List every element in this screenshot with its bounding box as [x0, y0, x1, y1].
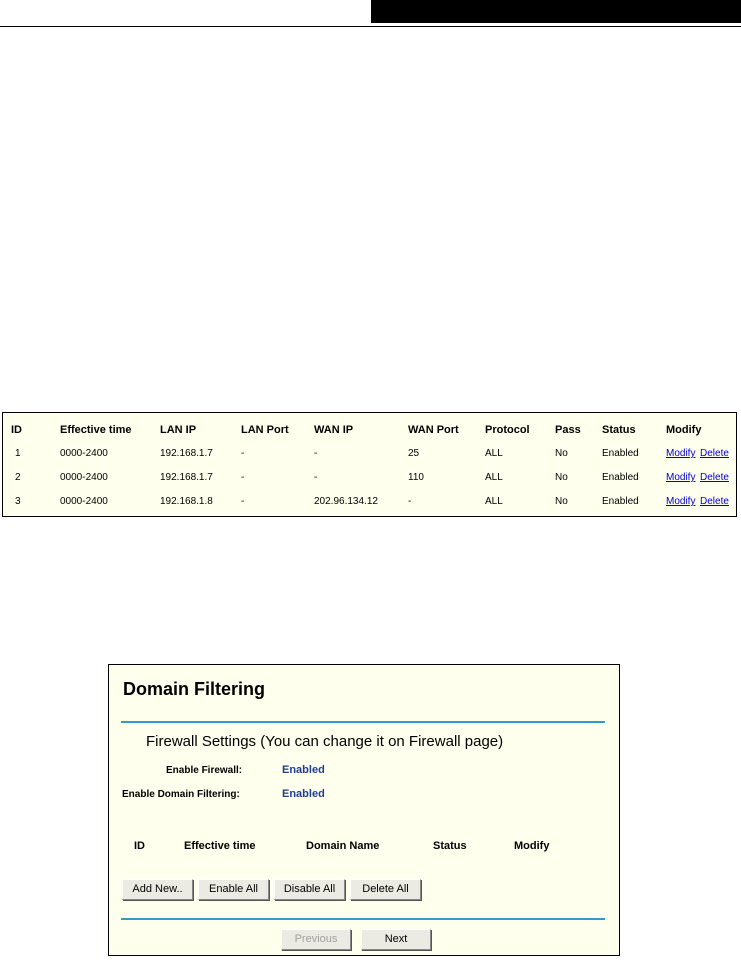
- enable-domain-filtering-label: Enable Domain Filtering:: [122, 789, 240, 800]
- row-3-delete-link[interactable]: Delete: [700, 496, 729, 507]
- row-2-status: Enabled: [602, 472, 639, 483]
- col-header-wan-port: WAN Port: [408, 424, 459, 436]
- col-header-lan-port: LAN Port: [241, 424, 289, 436]
- col-header-lan-ip: LAN IP: [160, 424, 197, 436]
- rules-table: [2, 412, 737, 517]
- col-header-effective-time: Effective time: [60, 424, 132, 436]
- row-3-pass: No: [555, 496, 568, 507]
- row-2-wan-ip: -: [314, 472, 318, 483]
- row-2-pass: No: [555, 472, 568, 483]
- row-1-wan-port: 25: [408, 448, 420, 459]
- row-1-id: 1: [15, 448, 21, 459]
- row-2-lan-ip: 192.168.1.7: [160, 472, 213, 483]
- panel-bottom-divider: [121, 918, 605, 920]
- row-2-modify-link[interactable]: Modify: [666, 472, 696, 483]
- panel-top-divider: [121, 721, 605, 723]
- row-2-wan-port: 110: [408, 472, 424, 483]
- row-3-wan-ip: 202.96.134.12: [314, 496, 378, 507]
- row-3-modify-link[interactable]: Modify: [666, 496, 696, 507]
- row-3-id: 3: [15, 496, 21, 507]
- col-header-pass: Pass: [555, 424, 581, 436]
- row-1-delete-link[interactable]: Delete: [700, 448, 729, 459]
- delete-all-button[interactable]: Delete All: [350, 879, 421, 900]
- row-2-lan-port: -: [241, 472, 245, 483]
- row-1-time: 0000-2400: [60, 448, 108, 459]
- row-3-wan-port: -: [408, 496, 412, 507]
- add-new-button[interactable]: Add New..: [122, 879, 193, 900]
- row-3-status: Enabled: [602, 496, 639, 507]
- row-1-status: Enabled: [602, 448, 639, 459]
- row-1-lan-ip: 192.168.1.7: [160, 448, 213, 459]
- enable-domain-filtering-value: Enabled: [282, 788, 325, 800]
- disable-all-button[interactable]: Disable All: [274, 879, 345, 900]
- row-1-modify-link[interactable]: Modify: [666, 448, 696, 459]
- page-header-rule: [0, 26, 741, 27]
- firewall-settings-heading: Firewall Settings (You can change it on Firewall page): [146, 733, 504, 750]
- previous-button[interactable]: Previous: [281, 929, 351, 950]
- domain-col-domain-name: Domain Name: [306, 840, 380, 852]
- row-1-wan-ip: -: [314, 448, 318, 459]
- enable-firewall-value: Enabled: [282, 764, 325, 776]
- page-header-bar: [371, 0, 741, 23]
- row-3-lan-ip: 192.168.1.8: [160, 496, 213, 507]
- row-3-lan-port: -: [241, 496, 245, 507]
- col-header-protocol: Protocol: [485, 424, 530, 436]
- row-1-protocol: ALL: [485, 448, 503, 459]
- enable-all-button[interactable]: Enable All: [198, 879, 269, 900]
- panel-title: Domain Filtering: [123, 679, 266, 699]
- row-2-id: 2: [15, 472, 21, 483]
- domain-col-modify: Modify: [514, 840, 550, 852]
- domain-filtering-panel: [108, 664, 620, 956]
- row-1-lan-port: -: [241, 448, 245, 459]
- row-2-delete-link[interactable]: Delete: [700, 472, 729, 483]
- domain-col-effective-time: Effective time: [184, 840, 256, 852]
- enable-firewall-label: Enable Firewall:: [166, 765, 243, 776]
- row-2-time: 0000-2400: [60, 472, 108, 483]
- col-header-id: ID: [11, 424, 22, 436]
- row-3-protocol: ALL: [485, 496, 503, 507]
- col-header-status: Status: [602, 424, 636, 436]
- row-3-time: 0000-2400: [60, 496, 108, 507]
- next-button[interactable]: Next: [361, 929, 431, 950]
- domain-col-status: Status: [433, 840, 467, 852]
- col-header-wan-ip: WAN IP: [314, 424, 354, 436]
- domain-col-id: ID: [134, 840, 145, 852]
- row-1-pass: No: [555, 448, 568, 459]
- row-2-protocol: ALL: [485, 472, 503, 483]
- col-header-modify: Modify: [666, 424, 702, 436]
